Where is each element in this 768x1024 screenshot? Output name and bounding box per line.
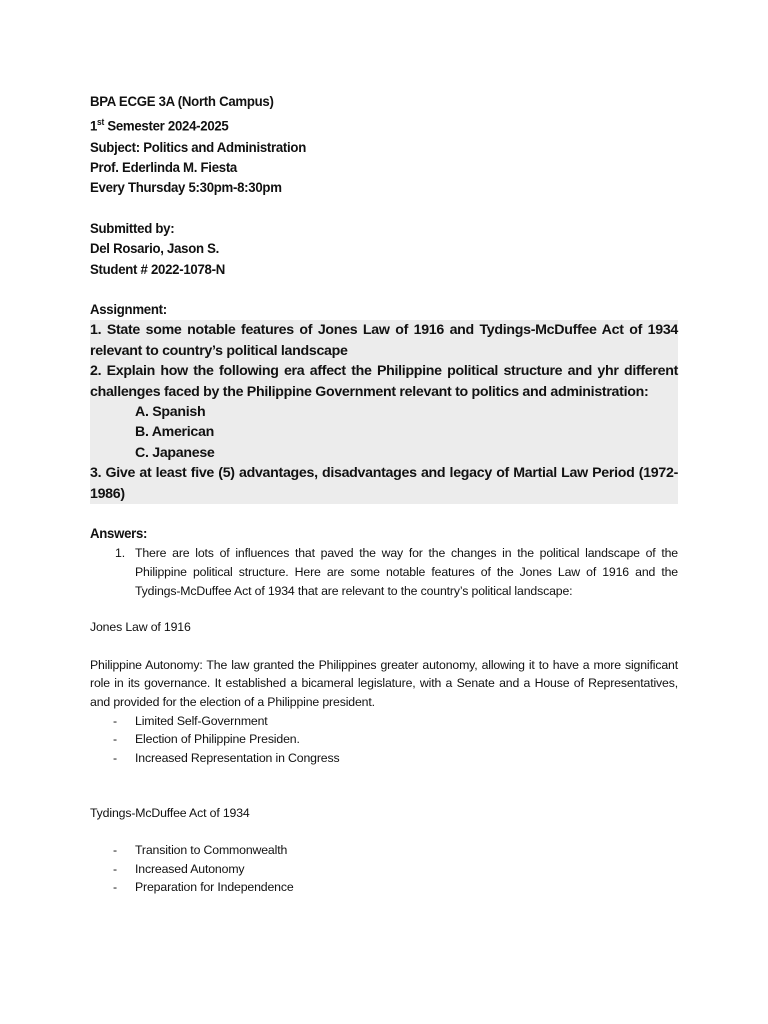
class-section: BPA ECGE 3A (North Campus) — [90, 94, 274, 110]
professor: Prof. Ederlinda M. Fiesta — [90, 159, 237, 176]
tydings-item-1: - Transition to Commonwealth — [113, 842, 288, 857]
subject: Subject: Politics and Administration — [90, 139, 307, 156]
document-content — [90, 92, 678, 897]
answer-1-text: There are lots of influences that paved the way for the changes in the political landscape of the Philippine political structure. Here are some notable features of the Jones Law of 1916 and the Tydings-McDuffee Act of 1934 that are relevant to the country’s political landscape: — [135, 546, 678, 598]
semester: 1st Semester 2024-2025 — [90, 117, 229, 136]
submitted-by-label: Submitted by: — [90, 220, 175, 237]
assignment-question-2: 2. Explain how the following era affect the Philippine political structure and yhr different challenges faced by the Philippine Government relevant to politics and administration: — [90, 361, 678, 402]
jones-item-1: - Limited Self-Government — [113, 713, 268, 728]
jones-law-title: Jones Law of 1916 — [90, 620, 191, 635]
era-item-american: B. American — [90, 422, 678, 442]
student-number: Student # 2022-1078-N — [90, 261, 225, 278]
era-item-spanish: A. Spanish — [90, 402, 678, 422]
assignment-question-3: 3. Give at least five (5) advantages, disadvantages and legacy of Martial Law Period (1972-1986) — [90, 463, 678, 504]
jones-item-3: - Increased Representation in Congress — [113, 750, 340, 765]
jones-law-paragraph: Philippine Autonomy: The law granted the Philippines greater autonomy, allowing it to have a more significant role in its governance. It established a bicameral legislature, with a Senate and a House of Representatives, and provided for the election of a Philippine president. — [90, 657, 678, 710]
era-item-japanese: C. Japanese — [90, 443, 678, 463]
student-name: Del Rosario, Jason S. — [90, 241, 220, 258]
tydings-item-3: - Preparation for Independence — [113, 880, 294, 895]
assignment-label: Assignment: — [90, 301, 167, 318]
jones-item-2: - Election of Philippine Presiden. — [113, 732, 300, 747]
assignment-question-1: 1. State some notable features of Jones Law of 1916 and Tydings-McDuffee Act of 1934 relevant to country’s political landscape — [90, 320, 678, 361]
tydings-item-2: - Increased Autonomy — [113, 861, 245, 876]
tydings-act-title: Tydings-McDuffee Act of 1934 — [90, 806, 250, 821]
answer-1 — [90, 544, 678, 600]
answers-label: Answers: — [90, 526, 148, 543]
answer-1-number: 1. — [115, 546, 125, 561]
schedule: Every Thursday 5:30pm-8:30pm — [90, 180, 282, 197]
